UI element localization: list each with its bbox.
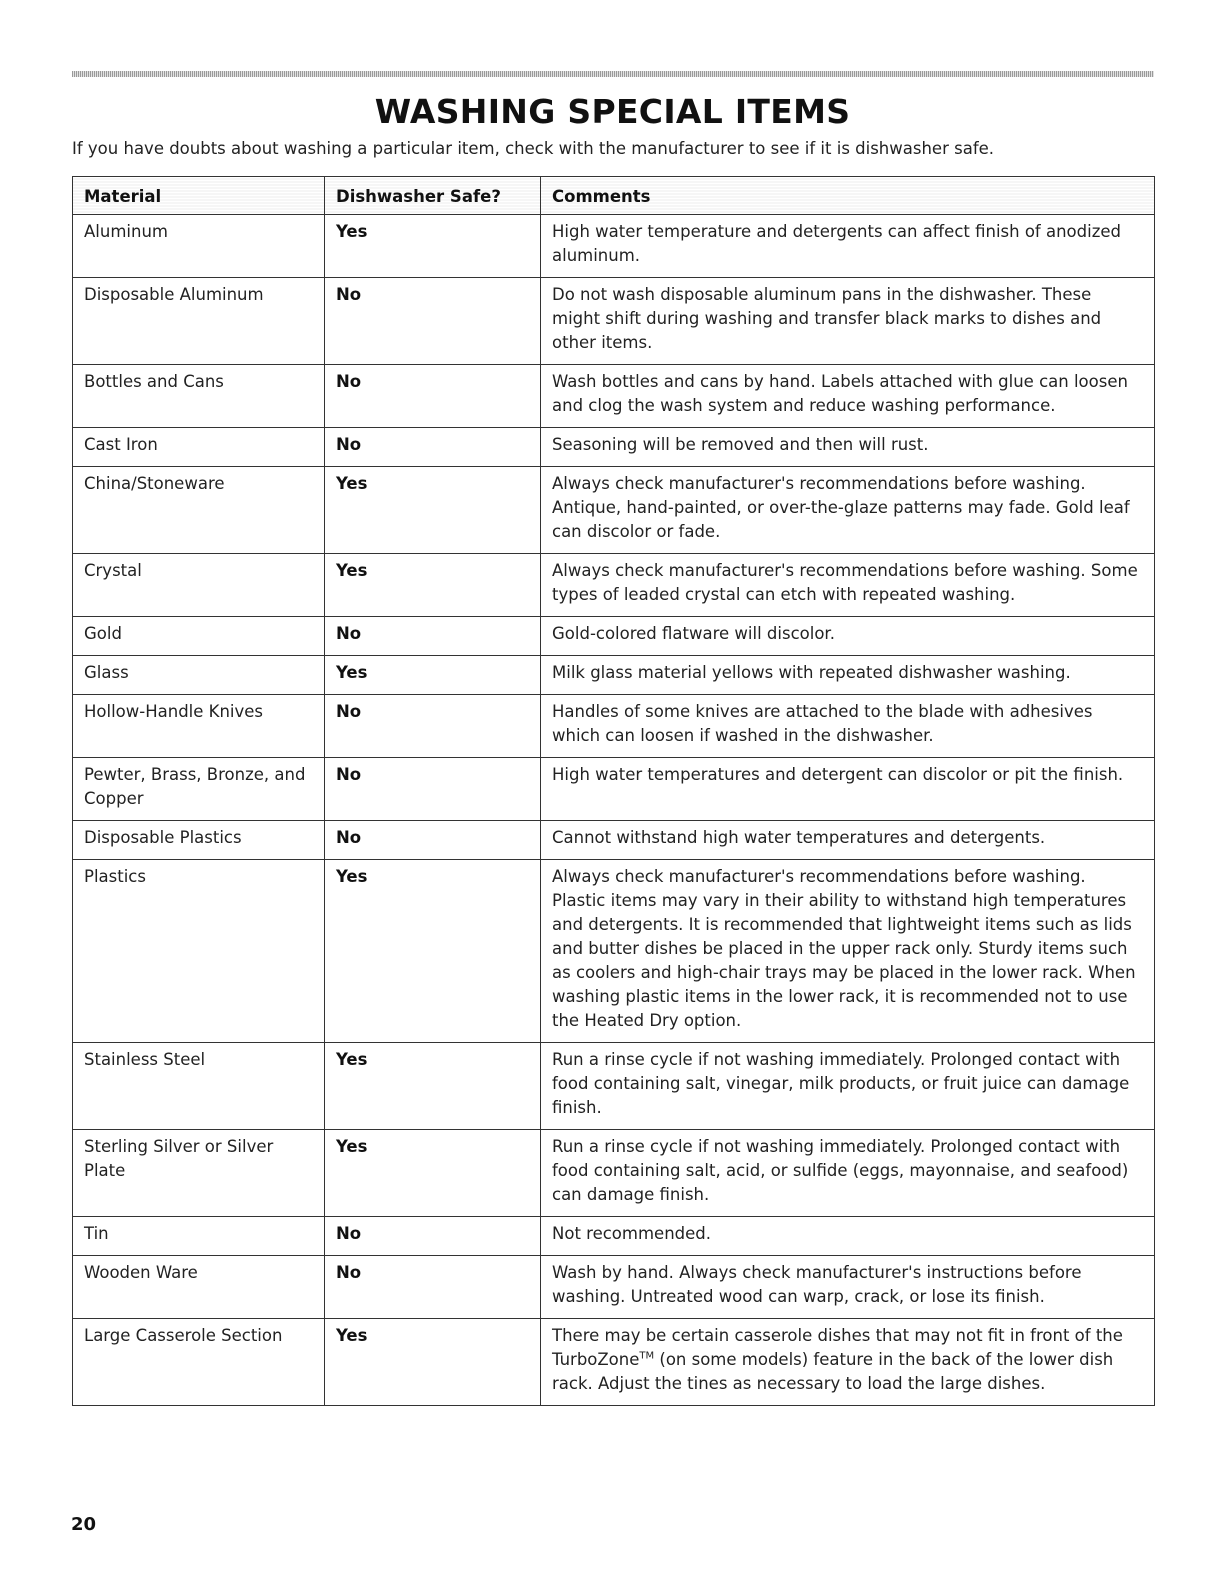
comment-cell: Milk glass material yellows with repeated dishwasher washing. bbox=[541, 656, 1155, 695]
material-cell: Aluminum bbox=[73, 215, 325, 278]
material-cell: Pewter, Brass, Bronze, and Copper bbox=[73, 758, 325, 821]
material-cell: Disposable Aluminum bbox=[73, 278, 325, 365]
comment-cell: High water temperature and detergents can affect finish of anodized aluminum. bbox=[541, 215, 1155, 278]
comment-cell: Wash by hand. Always check manufacturer's instructions before washing. Untreated wood can warp, crack, or lose its finish. bbox=[541, 1256, 1155, 1319]
table-header-row bbox=[73, 177, 1155, 215]
comment-text: There may be certain casserole dishes that may not fit in front of the TurboZone bbox=[552, 1326, 1123, 1369]
comment-cell: Handles of some knives are attached to the blade with adhesives which can loosen if washed in the dishwasher. bbox=[541, 695, 1155, 758]
trademark-mark: TM bbox=[639, 1350, 655, 1362]
header-material: Material bbox=[73, 177, 325, 215]
table-row bbox=[73, 1130, 1155, 1217]
table-row bbox=[73, 821, 1155, 860]
comment-cell: Seasoning will be removed and then will rust. bbox=[541, 428, 1155, 467]
dishwasher-safe-cell: No bbox=[325, 278, 541, 365]
dishwasher-safe-cell: Yes bbox=[325, 1319, 541, 1406]
material-cell: Gold bbox=[73, 617, 325, 656]
dishwasher-safe-cell: Yes bbox=[325, 656, 541, 695]
comment-cell: Run a rinse cycle if not washing immediately. Prolonged contact with food containing salt, acid, or sulfide (eggs, mayonnaise, and seafood) can damage finish. bbox=[541, 1130, 1155, 1217]
material-cell: Plastics bbox=[73, 860, 325, 1043]
table-row bbox=[73, 1256, 1155, 1319]
dishwasher-safe-cell: No bbox=[325, 1217, 541, 1256]
material-cell: Tin bbox=[73, 1217, 325, 1256]
table-row bbox=[73, 656, 1155, 695]
comment-cell: Cannot withstand high water temperatures and detergents. bbox=[541, 821, 1155, 860]
page-title: WASHING SPECIAL ITEMS bbox=[374, 92, 851, 131]
comment-cell: Gold-colored flatware will discolor. bbox=[541, 617, 1155, 656]
dishwasher-safe-cell: No bbox=[325, 821, 541, 860]
dishwasher-safe-cell: No bbox=[325, 428, 541, 467]
table-row bbox=[73, 695, 1155, 758]
material-cell: Wooden Ware bbox=[73, 1256, 325, 1319]
material-cell: Bottles and Cans bbox=[73, 365, 325, 428]
table-row bbox=[73, 758, 1155, 821]
comment-cell: Always check manufacturer's recommendations before washing. Plastic items may vary in their ability to withstand high temperatures and detergents. It is recommended that lightweight items such as lids and butter dishes be placed in the upper rack only. Sturdy items such as coolers and high-chair trays may be placed in the lower rack. When washing plastic items in the lower rack, it is recommended not to use the Heated Dry option. bbox=[541, 860, 1155, 1043]
material-cell: Cast Iron bbox=[73, 428, 325, 467]
table-row bbox=[73, 278, 1155, 365]
comment-cell: Wash bottles and cans by hand. Labels attached with glue can loosen and clog the wash system and reduce washing performance. bbox=[541, 365, 1155, 428]
material-cell: Glass bbox=[73, 656, 325, 695]
comment-cell: Do not wash disposable aluminum pans in the dishwasher. These might shift during washing and transfer black marks to dishes and other items. bbox=[541, 278, 1155, 365]
material-cell: Large Casserole Section bbox=[73, 1319, 325, 1406]
table-row bbox=[73, 428, 1155, 467]
material-cell: Crystal bbox=[73, 554, 325, 617]
material-cell: Sterling Silver or Silver Plate bbox=[73, 1130, 325, 1217]
material-cell: Stainless Steel bbox=[73, 1043, 325, 1130]
top-rule bbox=[72, 71, 1154, 77]
table-row bbox=[73, 1217, 1155, 1256]
material-cell: China/Stoneware bbox=[73, 467, 325, 554]
dishwasher-safe-cell: No bbox=[325, 617, 541, 656]
dishwasher-safe-cell: No bbox=[325, 1256, 541, 1319]
special-items-table bbox=[72, 176, 1155, 1406]
dishwasher-safe-cell: Yes bbox=[325, 1130, 541, 1217]
dishwasher-safe-cell: No bbox=[325, 758, 541, 821]
dishwasher-safe-cell: Yes bbox=[325, 554, 541, 617]
intro-text: If you have doubts about washing a particular item, check with the manufacturer to see if it is dishwasher safe. bbox=[72, 139, 995, 158]
table-row bbox=[73, 467, 1155, 554]
material-cell: Hollow-Handle Knives bbox=[73, 695, 325, 758]
dishwasher-safe-cell: No bbox=[325, 365, 541, 428]
table-row bbox=[73, 365, 1155, 428]
comment-cell: Not recommended. bbox=[541, 1217, 1155, 1256]
comment-text: (on some models) feature in the back of the lower dish rack. Adjust the tines as necessary to load the large dishes. bbox=[552, 1350, 1114, 1393]
comment-cell bbox=[541, 1319, 1155, 1406]
comment-cell: Always check manufacturer's recommendations before washing. Some types of leaded crystal can etch with repeated washing. bbox=[541, 554, 1155, 617]
dishwasher-safe-cell: Yes bbox=[325, 860, 541, 1043]
dishwasher-safe-cell: No bbox=[325, 695, 541, 758]
dishwasher-safe-cell: Yes bbox=[325, 467, 541, 554]
dishwasher-safe-cell: Yes bbox=[325, 1043, 541, 1130]
table-row bbox=[73, 1319, 1155, 1406]
material-cell: Disposable Plastics bbox=[73, 821, 325, 860]
table-row bbox=[73, 215, 1155, 278]
table-row bbox=[73, 860, 1155, 1043]
table-row bbox=[73, 554, 1155, 617]
header-dishwasher-safe: Dishwasher Safe? bbox=[325, 177, 541, 215]
table-row bbox=[73, 1043, 1155, 1130]
comment-cell: Always check manufacturer's recommendations before washing. Antique, hand-painted, or over-the-glaze patterns may fade. Gold leaf can discolor or fade. bbox=[541, 467, 1155, 554]
comment-cell: High water temperatures and detergent can discolor or pit the finish. bbox=[541, 758, 1155, 821]
table-row bbox=[73, 617, 1155, 656]
dishwasher-safe-cell: Yes bbox=[325, 215, 541, 278]
page-number: 20 bbox=[71, 1514, 97, 1535]
comment-cell: Run a rinse cycle if not washing immediately. Prolonged contact with food containing salt, vinegar, milk products, or fruit juice can damage finish. bbox=[541, 1043, 1155, 1130]
header-comments: Comments bbox=[541, 177, 1155, 215]
